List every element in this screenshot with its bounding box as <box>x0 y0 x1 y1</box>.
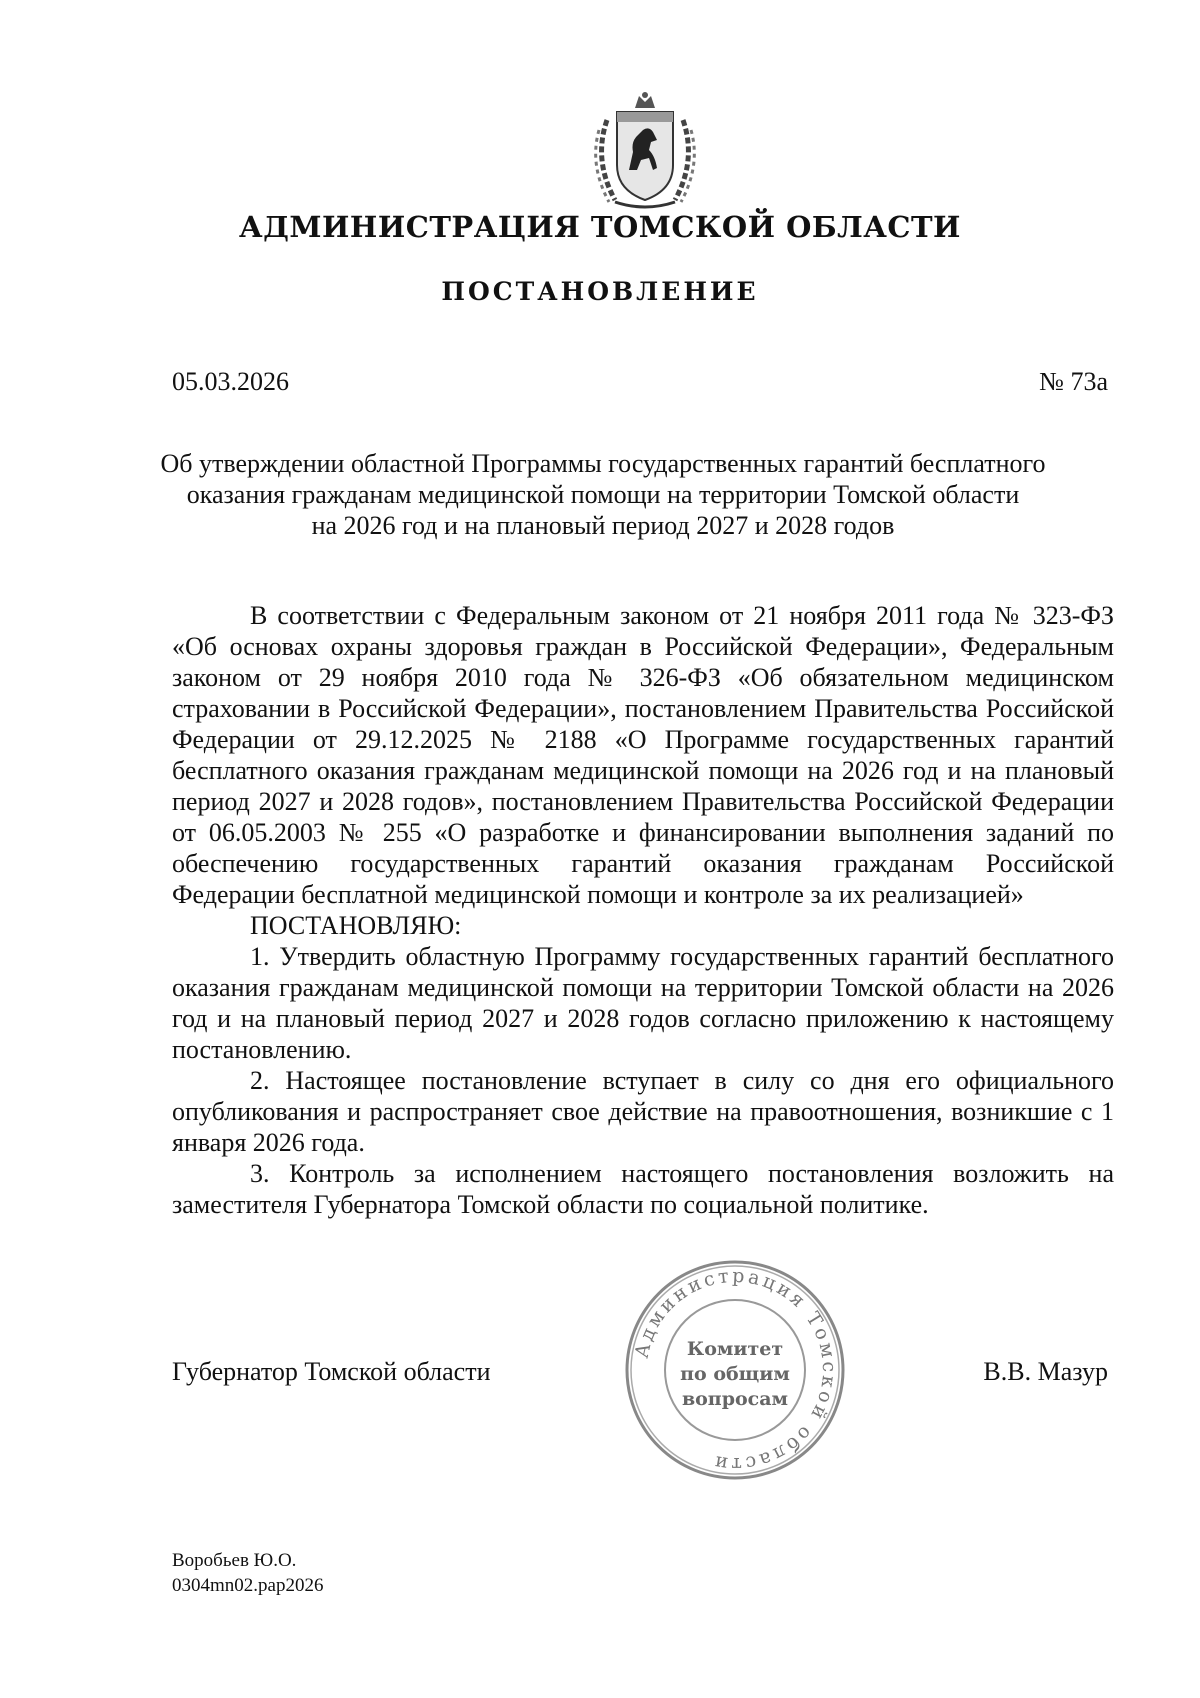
document-subject <box>150 448 1056 541</box>
organization-title: АДМИНИСТРАЦИЯ ТОМСКОЙ ОБЛАСТИ <box>239 210 961 244</box>
preamble-paragraph: В соответствии с Федеральным законом от 21 ноября 2011 года № 323-ФЗ «Об основах охраны здоровья граждан в Российской Федерации», Федеральным законом от 29 ноября 2010 года № 326-ФЗ «Об обязательном медицинском страховании в Российской Федерации», постановлением Правительства Российской Федерации от 29.12.2025 № 2188 «О Программе государственных гарантий бесплатного оказания гражданам медицинской помощи на 2026 год и на плановый период 2027 и 2028 годов», постановлением Правительства Российской Федерации от 06.05.2003 № 255 «О разработке и финансировании выполнения заданий по обеспечению государственных гарантий оказания гражданам Российской Федерации бесплатной медицинской помощи и контроле за их реализацией» <box>172 601 1114 909</box>
decree-item-3: 3. Контроль за исполнением настоящего постановления возложить на заместителя Губернатора Томской области по социальной политике. <box>172 1159 1114 1219</box>
stamp-center-line: вопросам <box>681 1388 789 1410</box>
stamp-center-line: Комитет <box>686 1338 784 1360</box>
executor-block <box>172 1548 323 1598</box>
subject-line: оказания гражданам медицинской помощи на территории Томской области <box>186 480 1020 509</box>
executor-name: Воробьев Ю.О. <box>172 1550 297 1571</box>
decree-word: ПОСТАНОВЛЯЮ: <box>250 911 462 940</box>
document-body <box>172 600 1114 1220</box>
decree-item-2: 2. Настоящее постановление вступает в силу со дня его официального опубликования и распространяет свое действие на правоотношения, возникшие с 1 января 2026 года. <box>172 1066 1114 1157</box>
decree-item-1: 1. Утвердить областную Программу государственных гарантий бесплатного оказания гражданам медицинской помощи на территории Томской области на 2026 год и на плановый период 2027 и 2028 годов согласно приложению к настоящему постановлению. <box>172 942 1114 1064</box>
document-type: ПОСТАНОВЛЕНИЕ <box>441 277 759 306</box>
signatory-position: Губернатор Томской области <box>172 1357 491 1386</box>
stamp-ring-text: Администрация Томской области <box>630 1264 841 1476</box>
subject-line: на 2026 год и на плановый период 2027 и 2028 годов <box>311 511 895 540</box>
document-date: 05.03.2026 <box>172 367 289 396</box>
stamp-center-line: по общим <box>680 1363 790 1385</box>
signatory-name: В.В. Мазур <box>983 1357 1108 1386</box>
document-number: № 73а <box>1039 367 1108 396</box>
official-stamp <box>620 1255 850 1485</box>
file-code: 0304mn02.pap2026 <box>172 1575 324 1596</box>
coat-of-arms-icon <box>585 90 705 215</box>
subject-line: Об утверждении областной Программы государственных гарантий бесплатного <box>160 449 1046 478</box>
